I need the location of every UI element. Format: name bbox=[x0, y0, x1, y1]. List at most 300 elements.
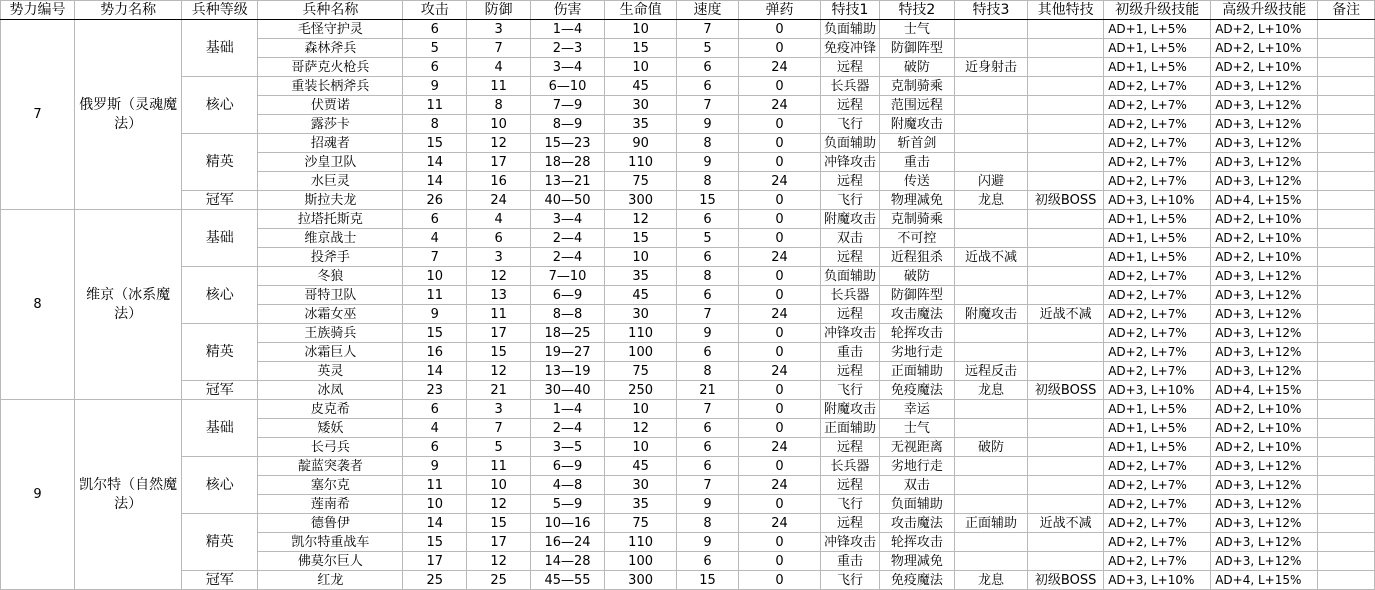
speed-cell[interactable]: 6 bbox=[677, 58, 739, 77]
advanced-upgrade-cell[interactable]: AD+3, L+12% bbox=[1211, 134, 1318, 153]
attack-cell[interactable]: 8 bbox=[403, 115, 467, 134]
skill1-cell[interactable]: 负面辅助 bbox=[821, 134, 880, 153]
unit-name-cell[interactable]: 塞尔克 bbox=[258, 476, 403, 495]
note-cell[interactable] bbox=[1318, 438, 1375, 457]
speed-cell[interactable]: 8 bbox=[677, 134, 739, 153]
speed-cell[interactable]: 9 bbox=[677, 495, 739, 514]
advanced-upgrade-cell[interactable]: AD+3, L+12% bbox=[1211, 153, 1318, 172]
tier-cell[interactable]: 核心 bbox=[182, 457, 258, 514]
defense-cell[interactable]: 10 bbox=[467, 476, 531, 495]
header-cell[interactable]: 攻击 bbox=[403, 1, 467, 20]
speed-cell[interactable]: 6 bbox=[677, 77, 739, 96]
skill1-cell[interactable]: 重击 bbox=[821, 552, 880, 571]
skill3-cell[interactable] bbox=[954, 153, 1027, 172]
skill2-cell[interactable]: 负面辅助 bbox=[879, 495, 954, 514]
basic-upgrade-cell[interactable]: AD+1, L+5% bbox=[1104, 39, 1211, 58]
defense-cell[interactable]: 25 bbox=[467, 571, 531, 590]
advanced-upgrade-cell[interactable]: AD+3, L+12% bbox=[1211, 552, 1318, 571]
basic-upgrade-cell[interactable]: AD+2, L+7% bbox=[1104, 362, 1211, 381]
speed-cell[interactable]: 7 bbox=[677, 476, 739, 495]
unit-name-cell[interactable]: 冰霜女巫 bbox=[258, 305, 403, 324]
damage-cell[interactable]: 19—27 bbox=[530, 343, 604, 362]
defense-cell[interactable]: 11 bbox=[467, 77, 531, 96]
other-skill-cell[interactable] bbox=[1028, 457, 1104, 476]
basic-upgrade-cell[interactable]: AD+2, L+7% bbox=[1104, 305, 1211, 324]
skill2-cell[interactable]: 士气 bbox=[879, 419, 954, 438]
other-skill-cell[interactable]: 初级BOSS bbox=[1028, 571, 1104, 590]
other-skill-cell[interactable] bbox=[1028, 134, 1104, 153]
header-cell[interactable]: 防御 bbox=[467, 1, 531, 20]
basic-upgrade-cell[interactable]: AD+2, L+7% bbox=[1104, 153, 1211, 172]
note-cell[interactable] bbox=[1318, 305, 1375, 324]
hp-cell[interactable]: 110 bbox=[605, 324, 677, 343]
speed-cell[interactable]: 6 bbox=[677, 552, 739, 571]
damage-cell[interactable]: 2—4 bbox=[530, 229, 604, 248]
ammo-cell[interactable]: 0 bbox=[738, 400, 820, 419]
ammo-cell[interactable]: 0 bbox=[738, 381, 820, 400]
hp-cell[interactable]: 12 bbox=[605, 210, 677, 229]
skill1-cell[interactable]: 远程 bbox=[821, 305, 880, 324]
speed-cell[interactable]: 9 bbox=[677, 153, 739, 172]
advanced-upgrade-cell[interactable]: AD+3, L+12% bbox=[1211, 476, 1318, 495]
skill1-cell[interactable]: 飞行 bbox=[821, 495, 880, 514]
faction-name-cell[interactable]: 凯尔特（自然魔法） bbox=[75, 400, 182, 590]
damage-cell[interactable]: 16—24 bbox=[530, 533, 604, 552]
hp-cell[interactable]: 15 bbox=[605, 39, 677, 58]
attack-cell[interactable]: 10 bbox=[403, 495, 467, 514]
other-skill-cell[interactable] bbox=[1028, 476, 1104, 495]
skill3-cell[interactable] bbox=[954, 552, 1027, 571]
skill3-cell[interactable] bbox=[954, 210, 1027, 229]
ammo-cell[interactable]: 0 bbox=[738, 77, 820, 96]
damage-cell[interactable]: 45—55 bbox=[530, 571, 604, 590]
hp-cell[interactable]: 10 bbox=[605, 438, 677, 457]
header-cell[interactable]: 高级升级技能 bbox=[1211, 1, 1318, 20]
skill3-cell[interactable] bbox=[954, 476, 1027, 495]
unit-name-cell[interactable]: 哥特卫队 bbox=[258, 286, 403, 305]
skill3-cell[interactable] bbox=[954, 343, 1027, 362]
hp-cell[interactable]: 300 bbox=[605, 191, 677, 210]
advanced-upgrade-cell[interactable]: AD+3, L+12% bbox=[1211, 267, 1318, 286]
skill1-cell[interactable]: 远程 bbox=[821, 476, 880, 495]
skill2-cell[interactable]: 斩首剑 bbox=[879, 134, 954, 153]
skill1-cell[interactable]: 负面辅助 bbox=[821, 20, 880, 39]
skill2-cell[interactable]: 无视距离 bbox=[879, 438, 954, 457]
skill1-cell[interactable]: 冲锋攻击 bbox=[821, 153, 880, 172]
ammo-cell[interactable]: 0 bbox=[738, 286, 820, 305]
note-cell[interactable] bbox=[1318, 248, 1375, 267]
ammo-cell[interactable]: 24 bbox=[738, 248, 820, 267]
defense-cell[interactable]: 4 bbox=[467, 58, 531, 77]
skill2-cell[interactable]: 不可控 bbox=[879, 229, 954, 248]
skill2-cell[interactable]: 劣地行走 bbox=[879, 343, 954, 362]
advanced-upgrade-cell[interactable]: AD+4, L+15% bbox=[1211, 381, 1318, 400]
basic-upgrade-cell[interactable]: AD+2, L+7% bbox=[1104, 267, 1211, 286]
speed-cell[interactable]: 6 bbox=[677, 438, 739, 457]
speed-cell[interactable]: 6 bbox=[677, 286, 739, 305]
ammo-cell[interactable]: 0 bbox=[738, 134, 820, 153]
hp-cell[interactable]: 90 bbox=[605, 134, 677, 153]
damage-cell[interactable]: 3—5 bbox=[530, 438, 604, 457]
damage-cell[interactable]: 2—3 bbox=[530, 39, 604, 58]
defense-cell[interactable]: 12 bbox=[467, 362, 531, 381]
unit-name-cell[interactable]: 红龙 bbox=[258, 571, 403, 590]
skill2-cell[interactable]: 免疫魔法 bbox=[879, 381, 954, 400]
note-cell[interactable] bbox=[1318, 286, 1375, 305]
skill2-cell[interactable]: 破防 bbox=[879, 58, 954, 77]
note-cell[interactable] bbox=[1318, 96, 1375, 115]
header-cell[interactable]: 生命值 bbox=[605, 1, 677, 20]
unit-name-cell[interactable]: 冰霜巨人 bbox=[258, 343, 403, 362]
damage-cell[interactable]: 13—21 bbox=[530, 172, 604, 191]
unit-name-cell[interactable]: 伏贾诺 bbox=[258, 96, 403, 115]
speed-cell[interactable]: 7 bbox=[677, 305, 739, 324]
header-cell[interactable]: 兵种名称 bbox=[258, 1, 403, 20]
advanced-upgrade-cell[interactable]: AD+2, L+10% bbox=[1211, 248, 1318, 267]
skill3-cell[interactable] bbox=[954, 20, 1027, 39]
attack-cell[interactable]: 9 bbox=[403, 305, 467, 324]
unit-name-cell[interactable]: 水巨灵 bbox=[258, 172, 403, 191]
defense-cell[interactable]: 7 bbox=[467, 39, 531, 58]
basic-upgrade-cell[interactable]: AD+2, L+7% bbox=[1104, 514, 1211, 533]
header-cell[interactable]: 特技3 bbox=[954, 1, 1027, 20]
attack-cell[interactable]: 15 bbox=[403, 134, 467, 153]
tier-cell[interactable]: 冠军 bbox=[182, 381, 258, 400]
skill3-cell[interactable] bbox=[954, 457, 1027, 476]
hp-cell[interactable]: 35 bbox=[605, 267, 677, 286]
ammo-cell[interactable]: 0 bbox=[738, 20, 820, 39]
hp-cell[interactable]: 100 bbox=[605, 343, 677, 362]
attack-cell[interactable]: 14 bbox=[403, 514, 467, 533]
speed-cell[interactable]: 6 bbox=[677, 343, 739, 362]
defense-cell[interactable]: 12 bbox=[467, 552, 531, 571]
skill3-cell[interactable] bbox=[954, 229, 1027, 248]
unit-name-cell[interactable]: 露莎卡 bbox=[258, 115, 403, 134]
ammo-cell[interactable]: 24 bbox=[738, 438, 820, 457]
attack-cell[interactable]: 5 bbox=[403, 39, 467, 58]
ammo-cell[interactable]: 0 bbox=[738, 191, 820, 210]
defense-cell[interactable]: 15 bbox=[467, 343, 531, 362]
tier-cell[interactable]: 精英 bbox=[182, 514, 258, 571]
basic-upgrade-cell[interactable]: AD+3, L+10% bbox=[1104, 191, 1211, 210]
skill1-cell[interactable]: 附魔攻击 bbox=[821, 400, 880, 419]
damage-cell[interactable]: 1—4 bbox=[530, 400, 604, 419]
note-cell[interactable] bbox=[1318, 191, 1375, 210]
ammo-cell[interactable]: 24 bbox=[738, 305, 820, 324]
skill2-cell[interactable]: 克制骑乘 bbox=[879, 77, 954, 96]
ammo-cell[interactable]: 0 bbox=[738, 571, 820, 590]
faction-id-cell[interactable]: 9 bbox=[1, 400, 75, 590]
other-skill-cell[interactable] bbox=[1028, 419, 1104, 438]
ammo-cell[interactable]: 0 bbox=[738, 267, 820, 286]
ammo-cell[interactable]: 0 bbox=[738, 39, 820, 58]
note-cell[interactable] bbox=[1318, 476, 1375, 495]
basic-upgrade-cell[interactable]: AD+2, L+7% bbox=[1104, 96, 1211, 115]
hp-cell[interactable]: 10 bbox=[605, 248, 677, 267]
other-skill-cell[interactable] bbox=[1028, 533, 1104, 552]
unit-name-cell[interactable]: 沙皇卫队 bbox=[258, 153, 403, 172]
note-cell[interactable] bbox=[1318, 514, 1375, 533]
attack-cell[interactable]: 9 bbox=[403, 77, 467, 96]
hp-cell[interactable]: 45 bbox=[605, 457, 677, 476]
damage-cell[interactable]: 6—9 bbox=[530, 457, 604, 476]
attack-cell[interactable]: 6 bbox=[403, 438, 467, 457]
advanced-upgrade-cell[interactable]: AD+3, L+12% bbox=[1211, 96, 1318, 115]
attack-cell[interactable]: 17 bbox=[403, 552, 467, 571]
tier-cell[interactable]: 精英 bbox=[182, 134, 258, 191]
unit-name-cell[interactable]: 皮克希 bbox=[258, 400, 403, 419]
basic-upgrade-cell[interactable]: AD+2, L+7% bbox=[1104, 457, 1211, 476]
hp-cell[interactable]: 10 bbox=[605, 20, 677, 39]
unit-name-cell[interactable]: 投斧手 bbox=[258, 248, 403, 267]
ammo-cell[interactable]: 0 bbox=[738, 229, 820, 248]
defense-cell[interactable]: 8 bbox=[467, 96, 531, 115]
other-skill-cell[interactable] bbox=[1028, 77, 1104, 96]
attack-cell[interactable]: 6 bbox=[403, 58, 467, 77]
skill3-cell[interactable] bbox=[954, 134, 1027, 153]
ammo-cell[interactable]: 0 bbox=[738, 457, 820, 476]
damage-cell[interactable]: 40—50 bbox=[530, 191, 604, 210]
advanced-upgrade-cell[interactable]: AD+3, L+12% bbox=[1211, 324, 1318, 343]
advanced-upgrade-cell[interactable]: AD+4, L+15% bbox=[1211, 571, 1318, 590]
unit-name-cell[interactable]: 森林斧兵 bbox=[258, 39, 403, 58]
note-cell[interactable] bbox=[1318, 571, 1375, 590]
hp-cell[interactable]: 75 bbox=[605, 172, 677, 191]
hp-cell[interactable]: 300 bbox=[605, 571, 677, 590]
tier-cell[interactable]: 基础 bbox=[182, 20, 258, 77]
skill2-cell[interactable]: 轮挥攻击 bbox=[879, 324, 954, 343]
skill1-cell[interactable]: 长兵器 bbox=[821, 457, 880, 476]
skill1-cell[interactable]: 冲锋攻击 bbox=[821, 324, 880, 343]
unit-name-cell[interactable]: 招魂者 bbox=[258, 134, 403, 153]
attack-cell[interactable]: 14 bbox=[403, 362, 467, 381]
other-skill-cell[interactable]: 初级BOSS bbox=[1028, 191, 1104, 210]
skill2-cell[interactable]: 附魔攻击 bbox=[879, 115, 954, 134]
basic-upgrade-cell[interactable]: AD+1, L+5% bbox=[1104, 210, 1211, 229]
ammo-cell[interactable]: 0 bbox=[738, 115, 820, 134]
other-skill-cell[interactable] bbox=[1028, 96, 1104, 115]
basic-upgrade-cell[interactable]: AD+1, L+5% bbox=[1104, 438, 1211, 457]
skill1-cell[interactable]: 远程 bbox=[821, 248, 880, 267]
skill3-cell[interactable] bbox=[954, 419, 1027, 438]
header-cell[interactable]: 备注 bbox=[1318, 1, 1375, 20]
note-cell[interactable] bbox=[1318, 533, 1375, 552]
damage-cell[interactable]: 4—8 bbox=[530, 476, 604, 495]
skill3-cell[interactable] bbox=[954, 115, 1027, 134]
damage-cell[interactable]: 5—9 bbox=[530, 495, 604, 514]
skill2-cell[interactable]: 防御阵型 bbox=[879, 39, 954, 58]
basic-upgrade-cell[interactable]: AD+2, L+7% bbox=[1104, 476, 1211, 495]
basic-upgrade-cell[interactable]: AD+2, L+7% bbox=[1104, 495, 1211, 514]
skill1-cell[interactable]: 飞行 bbox=[821, 381, 880, 400]
basic-upgrade-cell[interactable]: AD+1, L+5% bbox=[1104, 400, 1211, 419]
other-skill-cell[interactable] bbox=[1028, 400, 1104, 419]
ammo-cell[interactable]: 0 bbox=[738, 343, 820, 362]
skill1-cell[interactable]: 长兵器 bbox=[821, 77, 880, 96]
ammo-cell[interactable]: 0 bbox=[738, 324, 820, 343]
attack-cell[interactable]: 25 bbox=[403, 571, 467, 590]
skill2-cell[interactable]: 克制骑乘 bbox=[879, 210, 954, 229]
advanced-upgrade-cell[interactable]: AD+3, L+12% bbox=[1211, 533, 1318, 552]
tier-cell[interactable]: 核心 bbox=[182, 77, 258, 134]
other-skill-cell[interactable] bbox=[1028, 552, 1104, 571]
basic-upgrade-cell[interactable]: AD+2, L+7% bbox=[1104, 115, 1211, 134]
note-cell[interactable] bbox=[1318, 419, 1375, 438]
note-cell[interactable] bbox=[1318, 267, 1375, 286]
damage-cell[interactable]: 18—28 bbox=[530, 153, 604, 172]
skill1-cell[interactable]: 飞行 bbox=[821, 571, 880, 590]
defense-cell[interactable]: 12 bbox=[467, 134, 531, 153]
hp-cell[interactable]: 35 bbox=[605, 495, 677, 514]
skill3-cell[interactable]: 近身射击 bbox=[954, 58, 1027, 77]
basic-upgrade-cell[interactable]: AD+1, L+5% bbox=[1104, 20, 1211, 39]
basic-upgrade-cell[interactable]: AD+2, L+7% bbox=[1104, 533, 1211, 552]
ammo-cell[interactable]: 24 bbox=[738, 514, 820, 533]
basic-upgrade-cell[interactable]: AD+1, L+5% bbox=[1104, 248, 1211, 267]
hp-cell[interactable]: 110 bbox=[605, 533, 677, 552]
tier-cell[interactable]: 基础 bbox=[182, 400, 258, 457]
other-skill-cell[interactable] bbox=[1028, 58, 1104, 77]
note-cell[interactable] bbox=[1318, 400, 1375, 419]
basic-upgrade-cell[interactable]: AD+1, L+5% bbox=[1104, 419, 1211, 438]
defense-cell[interactable]: 17 bbox=[467, 153, 531, 172]
attack-cell[interactable]: 7 bbox=[403, 248, 467, 267]
advanced-upgrade-cell[interactable]: AD+4, L+15% bbox=[1211, 191, 1318, 210]
damage-cell[interactable]: 14—28 bbox=[530, 552, 604, 571]
note-cell[interactable] bbox=[1318, 229, 1375, 248]
skill2-cell[interactable]: 近程狙杀 bbox=[879, 248, 954, 267]
unit-name-cell[interactable]: 拉塔托斯克 bbox=[258, 210, 403, 229]
other-skill-cell[interactable]: 近战不减 bbox=[1028, 514, 1104, 533]
other-skill-cell[interactable] bbox=[1028, 248, 1104, 267]
damage-cell[interactable]: 6—9 bbox=[530, 286, 604, 305]
defense-cell[interactable]: 17 bbox=[467, 533, 531, 552]
speed-cell[interactable]: 9 bbox=[677, 115, 739, 134]
ammo-cell[interactable]: 24 bbox=[738, 58, 820, 77]
attack-cell[interactable]: 14 bbox=[403, 153, 467, 172]
skill3-cell[interactable]: 附魔攻击 bbox=[954, 305, 1027, 324]
speed-cell[interactable]: 7 bbox=[677, 96, 739, 115]
tier-cell[interactable]: 冠军 bbox=[182, 571, 258, 590]
advanced-upgrade-cell[interactable]: AD+2, L+10% bbox=[1211, 229, 1318, 248]
hp-cell[interactable]: 12 bbox=[605, 419, 677, 438]
speed-cell[interactable]: 7 bbox=[677, 20, 739, 39]
hp-cell[interactable]: 10 bbox=[605, 58, 677, 77]
unit-name-cell[interactable]: 莲南希 bbox=[258, 495, 403, 514]
attack-cell[interactable]: 23 bbox=[403, 381, 467, 400]
note-cell[interactable] bbox=[1318, 552, 1375, 571]
damage-cell[interactable]: 30—40 bbox=[530, 381, 604, 400]
attack-cell[interactable]: 10 bbox=[403, 267, 467, 286]
damage-cell[interactable]: 18—25 bbox=[530, 324, 604, 343]
skill1-cell[interactable]: 远程 bbox=[821, 362, 880, 381]
other-skill-cell[interactable] bbox=[1028, 153, 1104, 172]
hp-cell[interactable]: 10 bbox=[605, 400, 677, 419]
header-cell[interactable]: 特技1 bbox=[821, 1, 880, 20]
unit-name-cell[interactable]: 英灵 bbox=[258, 362, 403, 381]
defense-cell[interactable]: 3 bbox=[467, 400, 531, 419]
skill3-cell[interactable] bbox=[954, 286, 1027, 305]
advanced-upgrade-cell[interactable]: AD+3, L+12% bbox=[1211, 495, 1318, 514]
basic-upgrade-cell[interactable]: AD+3, L+10% bbox=[1104, 381, 1211, 400]
advanced-upgrade-cell[interactable]: AD+3, L+12% bbox=[1211, 172, 1318, 191]
basic-upgrade-cell[interactable]: AD+2, L+7% bbox=[1104, 286, 1211, 305]
defense-cell[interactable]: 3 bbox=[467, 248, 531, 267]
speed-cell[interactable]: 6 bbox=[677, 419, 739, 438]
note-cell[interactable] bbox=[1318, 172, 1375, 191]
advanced-upgrade-cell[interactable]: AD+3, L+12% bbox=[1211, 305, 1318, 324]
defense-cell[interactable]: 6 bbox=[467, 229, 531, 248]
ammo-cell[interactable]: 0 bbox=[738, 153, 820, 172]
defense-cell[interactable]: 11 bbox=[467, 457, 531, 476]
tier-cell[interactable]: 核心 bbox=[182, 267, 258, 324]
unit-name-cell[interactable]: 哥萨克火枪兵 bbox=[258, 58, 403, 77]
defense-cell[interactable]: 12 bbox=[467, 495, 531, 514]
speed-cell[interactable]: 5 bbox=[677, 229, 739, 248]
advanced-upgrade-cell[interactable]: AD+2, L+10% bbox=[1211, 58, 1318, 77]
attack-cell[interactable]: 11 bbox=[403, 476, 467, 495]
skill3-cell[interactable] bbox=[954, 39, 1027, 58]
skill2-cell[interactable]: 传送 bbox=[879, 172, 954, 191]
other-skill-cell[interactable]: 初级BOSS bbox=[1028, 381, 1104, 400]
other-skill-cell[interactable] bbox=[1028, 286, 1104, 305]
note-cell[interactable] bbox=[1318, 153, 1375, 172]
ammo-cell[interactable]: 0 bbox=[738, 210, 820, 229]
skill1-cell[interactable]: 远程 bbox=[821, 58, 880, 77]
defense-cell[interactable]: 21 bbox=[467, 381, 531, 400]
hp-cell[interactable]: 100 bbox=[605, 552, 677, 571]
skill1-cell[interactable]: 远程 bbox=[821, 96, 880, 115]
advanced-upgrade-cell[interactable]: AD+2, L+10% bbox=[1211, 419, 1318, 438]
header-cell[interactable]: 初级升级技能 bbox=[1104, 1, 1211, 20]
faction-id-cell[interactable]: 8 bbox=[1, 210, 75, 400]
speed-cell[interactable]: 15 bbox=[677, 571, 739, 590]
skill1-cell[interactable]: 附魔攻击 bbox=[821, 210, 880, 229]
skill1-cell[interactable]: 双击 bbox=[821, 229, 880, 248]
hp-cell[interactable]: 35 bbox=[605, 115, 677, 134]
speed-cell[interactable]: 6 bbox=[677, 457, 739, 476]
defense-cell[interactable]: 12 bbox=[467, 267, 531, 286]
damage-cell[interactable]: 8—8 bbox=[530, 305, 604, 324]
unit-name-cell[interactable]: 矮妖 bbox=[258, 419, 403, 438]
speed-cell[interactable]: 15 bbox=[677, 191, 739, 210]
skill3-cell[interactable]: 龙息 bbox=[954, 191, 1027, 210]
skill2-cell[interactable]: 破防 bbox=[879, 267, 954, 286]
other-skill-cell[interactable] bbox=[1028, 343, 1104, 362]
header-cell[interactable]: 其他特技 bbox=[1028, 1, 1104, 20]
skill1-cell[interactable]: 重击 bbox=[821, 343, 880, 362]
damage-cell[interactable]: 3—4 bbox=[530, 210, 604, 229]
speed-cell[interactable]: 21 bbox=[677, 381, 739, 400]
hp-cell[interactable]: 75 bbox=[605, 514, 677, 533]
basic-upgrade-cell[interactable]: AD+1, L+5% bbox=[1104, 58, 1211, 77]
attack-cell[interactable]: 6 bbox=[403, 400, 467, 419]
hp-cell[interactable]: 110 bbox=[605, 153, 677, 172]
ammo-cell[interactable]: 0 bbox=[738, 495, 820, 514]
defense-cell[interactable]: 24 bbox=[467, 191, 531, 210]
skill2-cell[interactable]: 士气 bbox=[879, 20, 954, 39]
basic-upgrade-cell[interactable]: AD+3, L+10% bbox=[1104, 571, 1211, 590]
attack-cell[interactable]: 9 bbox=[403, 457, 467, 476]
unit-name-cell[interactable]: 德鲁伊 bbox=[258, 514, 403, 533]
attack-cell[interactable]: 16 bbox=[403, 343, 467, 362]
other-skill-cell[interactable] bbox=[1028, 495, 1104, 514]
skill3-cell[interactable] bbox=[954, 324, 1027, 343]
note-cell[interactable] bbox=[1318, 58, 1375, 77]
header-cell[interactable]: 伤害 bbox=[530, 1, 604, 20]
skill2-cell[interactable]: 防御阵型 bbox=[879, 286, 954, 305]
defense-cell[interactable]: 16 bbox=[467, 172, 531, 191]
